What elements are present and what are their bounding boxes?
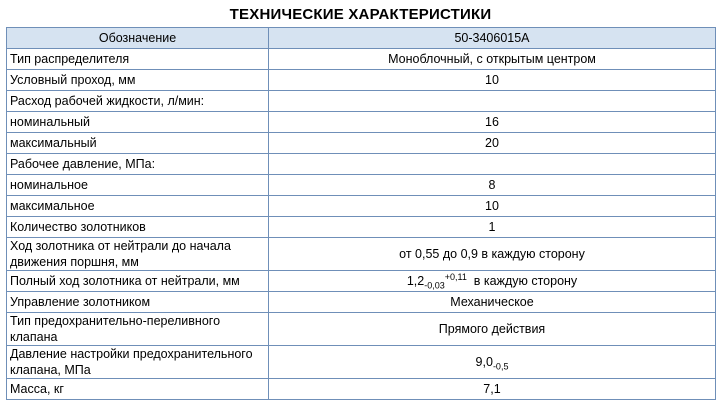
row-label: Давление настройки предохранительного клапана, МПа [7, 346, 269, 379]
row-value: Механическое [269, 292, 716, 313]
table-row [7, 112, 716, 133]
table-row [7, 292, 716, 313]
value-tail: в каждую сторону [473, 274, 578, 288]
row-label: Тип предохранительно-переливного клапана [7, 313, 269, 346]
row-label: Управление золотником [7, 292, 269, 313]
table-row [7, 271, 716, 292]
row-value: 10 [269, 70, 716, 91]
header-value: 50-3406015А [269, 28, 716, 49]
row-value: 16 [269, 112, 716, 133]
row-value [269, 154, 716, 175]
value-tolerance-lower: -0,03 [424, 280, 445, 291]
row-label: максимальный [7, 133, 269, 154]
row-label: Количество золотников [7, 217, 269, 238]
table-row [7, 154, 716, 175]
page-title: ТЕХНИЧЕСКИЕ ХАРАКТЕРИСТИКИ [229, 6, 492, 23]
row-value: 7,1 [269, 379, 716, 400]
table-row [7, 133, 716, 154]
row-value: от 0,55 до 0,9 в каждую сторону [269, 238, 716, 271]
row-value: Прямого действия [269, 313, 716, 346]
header-label: Обозначение [7, 28, 269, 49]
specifications-table [6, 27, 716, 400]
row-label: номинальный [7, 112, 269, 133]
table-row [7, 379, 716, 400]
row-label: Расход рабочей жидкости, л/мин: [7, 91, 269, 112]
value-tolerance-upper: +0,11 [444, 271, 467, 282]
row-label: Тип распределителя [7, 49, 269, 70]
table-row [7, 175, 716, 196]
row-label: Масса, кг [7, 379, 269, 400]
row-label: номинальное [7, 175, 269, 196]
value-main: 1,2 [406, 274, 425, 288]
row-value: 1 [269, 217, 716, 238]
row-value [269, 91, 716, 112]
table-row [7, 346, 716, 379]
table-row [7, 91, 716, 112]
value-main: 9,0 [475, 355, 493, 369]
row-label: максимальное [7, 196, 269, 217]
table-row [7, 70, 716, 91]
table-row [7, 49, 716, 70]
row-label: Ход золотника от нейтрали до начала движения поршня, мм [7, 238, 269, 271]
row-value: 20 [269, 133, 716, 154]
table-row [7, 196, 716, 217]
row-label: Условный проход, мм [7, 70, 269, 91]
table-row [7, 217, 716, 238]
row-value: Моноблочный, с открытым центром [269, 49, 716, 70]
value-tolerance-lower: -0,5 [492, 361, 509, 372]
row-value [269, 271, 716, 292]
row-value: 10 [269, 196, 716, 217]
row-value: 8 [269, 175, 716, 196]
table-row [7, 313, 716, 346]
table-header-row [7, 28, 716, 49]
row-label: Полный ход золотника от нейтрали, мм [7, 271, 269, 292]
row-label: Рабочее давление, МПа: [7, 154, 269, 175]
row-value [269, 346, 716, 379]
table-row [7, 238, 716, 271]
